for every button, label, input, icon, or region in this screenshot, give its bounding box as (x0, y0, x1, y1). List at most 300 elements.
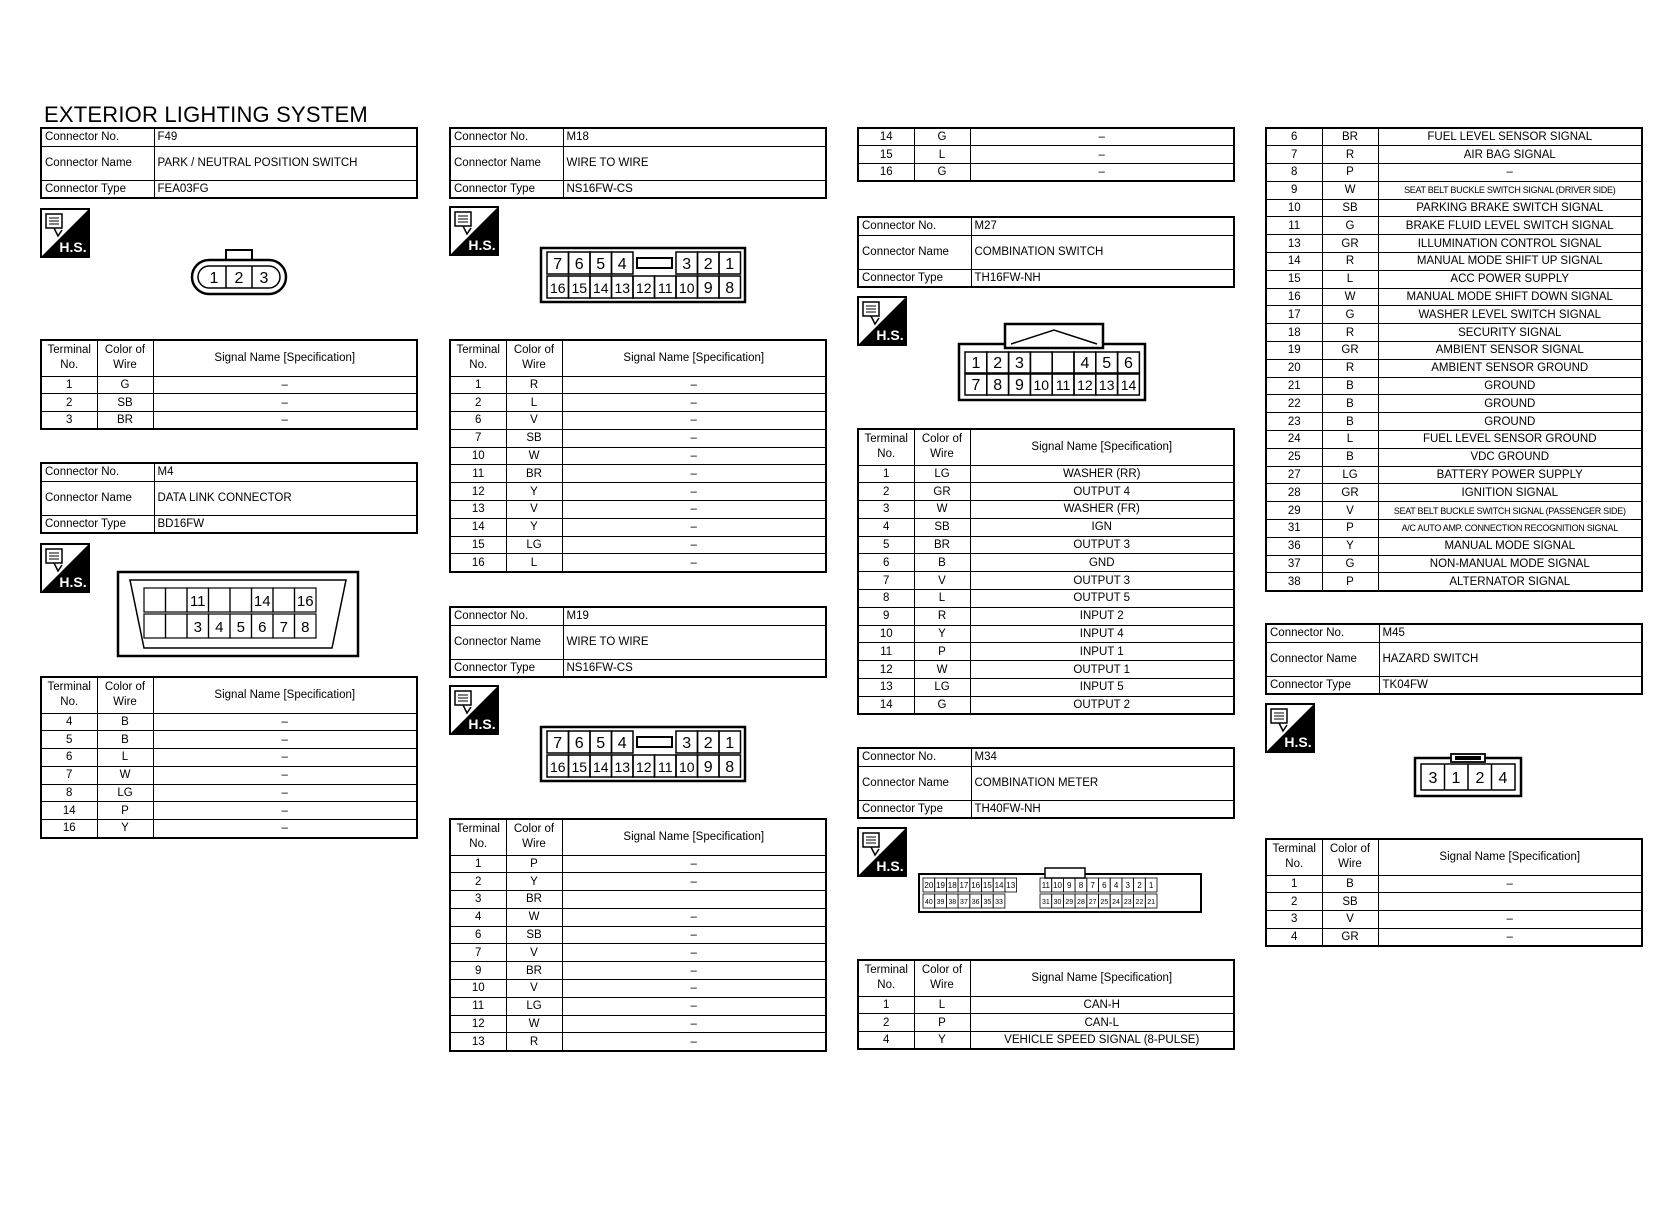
col-color: Color of Wire (97, 677, 153, 713)
pin-label: 3 (682, 256, 692, 273)
table-row (1266, 395, 1642, 413)
table-row (450, 980, 826, 998)
color-cell: W (1322, 288, 1378, 306)
page-title: EXTERIOR LIGHTING SYSTEM (44, 102, 368, 127)
terminal-cell: 2 (858, 1014, 914, 1032)
connector-m34-header (857, 747, 1235, 819)
terminal-cell: 1 (450, 376, 506, 394)
hs-label: H.S. (876, 327, 904, 343)
table-row (1266, 199, 1642, 217)
signal-cell: INPUT 4 (970, 625, 1234, 643)
col-terminal: Terminal No. (41, 677, 97, 713)
table-row (1266, 181, 1642, 199)
terminal-cell: 14 (41, 802, 97, 820)
pin-label: 7 (1090, 881, 1095, 890)
signal-cell: – (153, 784, 417, 802)
signal-cell: – (562, 873, 826, 891)
col-terminal: Terminal No. (858, 429, 914, 465)
pin-label: 11 (657, 759, 673, 775)
table-row (1266, 288, 1642, 306)
connector-m34-cont-top-table (857, 127, 1235, 182)
signal-cell: – (562, 501, 826, 519)
terminal-cell: 13 (450, 501, 506, 519)
terminal-cell: 28 (1266, 484, 1322, 502)
color-cell: P (914, 1014, 970, 1032)
table-row (450, 447, 826, 465)
table-row (858, 607, 1234, 625)
terminal-cell: 2 (450, 394, 506, 412)
connector-m27-signal-table (857, 428, 1235, 715)
pin-label: 20 (924, 881, 934, 890)
color-cell: P (97, 802, 153, 820)
signal-cell: SEAT BELT BUCKLE SWITCH SIGNAL (PASSENGER SIDE) (1378, 502, 1642, 520)
connector-name-value: DATA LINK CONNECTOR (154, 481, 417, 515)
color-cell: R (506, 376, 562, 394)
col-terminal: Terminal No. (1266, 839, 1322, 875)
table-row (1266, 146, 1642, 164)
signal-cell: – (562, 536, 826, 554)
pin-label: 9 (703, 759, 713, 776)
col-signal: Signal Name [Specification] (562, 819, 826, 855)
color-cell: B (1322, 395, 1378, 413)
connector-no-value: F49 (154, 128, 417, 146)
connector-name-value: WIRE TO WIRE (563, 625, 826, 659)
pin-label: 24 (1112, 899, 1120, 906)
table-row (858, 465, 1234, 483)
terminal-cell: 7 (1266, 146, 1322, 164)
hs-connector-icon (449, 206, 499, 256)
pin-label: 3 (1428, 770, 1438, 787)
signal-cell: GND (970, 554, 1234, 572)
color-cell: W (506, 1015, 562, 1033)
terminal-cell: 16 (450, 554, 506, 572)
signal-cell (562, 891, 826, 909)
table-row (1266, 911, 1642, 929)
color-cell: B (1322, 875, 1378, 893)
signal-cell: MANUAL MODE SIGNAL (1378, 537, 1642, 555)
pin-label: 2 (1475, 770, 1485, 787)
pin-label: 16 (971, 881, 981, 890)
table-row (450, 997, 826, 1015)
connector-type-value: FEA03FG (154, 180, 417, 198)
terminal-cell: 10 (858, 625, 914, 643)
signal-cell: SEAT BELT BUCKLE SWITCH SIGNAL (DRIVER SIDE) (1378, 181, 1642, 199)
terminal-cell: 12 (450, 483, 506, 501)
color-cell: SB (506, 429, 562, 447)
pin-label: 2 (1137, 881, 1142, 890)
connector-m4-header (40, 462, 418, 534)
connector-m34-signal-table (857, 959, 1235, 1050)
table-row (1266, 573, 1642, 591)
table-row (858, 483, 1234, 501)
terminal-cell: 11 (450, 997, 506, 1015)
pin-label: 13 (1006, 881, 1016, 890)
signal-cell: – (153, 766, 417, 784)
connector-m45-diagram (1413, 752, 1523, 803)
table-row (450, 412, 826, 430)
pin-label: 16 (549, 759, 566, 775)
terminal-cell: 17 (1266, 306, 1322, 324)
color-cell: LG (506, 997, 562, 1015)
table-row (1266, 270, 1642, 288)
terminal-cell: 6 (450, 926, 506, 944)
pin-label: 4 (1113, 881, 1119, 890)
pin-label: 28 (1077, 899, 1085, 906)
table-row (1266, 502, 1642, 520)
label-connector-name: Connector Name (450, 146, 563, 180)
signal-cell: – (562, 962, 826, 980)
pin-label: 36 (971, 899, 980, 906)
pin-label: 15 (571, 759, 588, 775)
terminal-cell: 14 (858, 128, 914, 146)
pin-label: 22 (1135, 899, 1144, 906)
pin-label: 15 (982, 881, 992, 890)
color-cell: W (914, 661, 970, 679)
color-cell: G (914, 128, 970, 146)
signal-cell: – (562, 429, 826, 447)
table-row (1266, 875, 1642, 893)
col-terminal: Terminal No. (450, 340, 506, 376)
terminal-cell: 11 (858, 643, 914, 661)
color-cell: Y (1322, 537, 1378, 555)
color-cell: P (1322, 520, 1378, 538)
label-connector-name: Connector Name (858, 235, 971, 269)
terminal-cell: 10 (450, 447, 506, 465)
connector-m18-diagram (539, 246, 747, 309)
pin-label: 15 (571, 280, 588, 296)
pin-label: 7 (553, 256, 563, 273)
pin-label: 3 (682, 735, 692, 752)
pin-label: 19 (936, 881, 946, 890)
terminal-cell: 12 (858, 661, 914, 679)
color-cell: B (914, 554, 970, 572)
signal-cell: OUTPUT 4 (970, 483, 1234, 501)
pin-label: 16 (549, 280, 566, 296)
color-cell: GR (1322, 484, 1378, 502)
color-cell: L (914, 146, 970, 164)
col-terminal: Terminal No. (41, 340, 97, 376)
color-cell: LG (914, 679, 970, 697)
connector-no-value: M18 (563, 128, 826, 146)
terminal-cell: 14 (450, 518, 506, 536)
pin-label: 3 (259, 270, 269, 287)
color-cell: B (97, 731, 153, 749)
signal-cell: – (562, 447, 826, 465)
terminal-cell: 2 (858, 483, 914, 501)
color-cell: R (1322, 359, 1378, 377)
signal-cell: – (562, 926, 826, 944)
color-cell: V (506, 412, 562, 430)
terminal-cell: 4 (1266, 928, 1322, 946)
terminal-cell: 13 (858, 679, 914, 697)
color-cell: G (1322, 217, 1378, 235)
connector-f49-diagram (190, 248, 288, 303)
signal-cell: – (562, 412, 826, 430)
connector-no-value: M34 (971, 748, 1234, 766)
pin-label: 12 (1077, 377, 1093, 393)
pin-label: 31 (1041, 899, 1050, 906)
signal-cell: BATTERY POWER SUPPLY (1378, 466, 1642, 484)
terminal-cell: 9 (450, 962, 506, 980)
table-row (1266, 217, 1642, 235)
pin-label: 7 (971, 377, 981, 394)
terminal-cell: 19 (1266, 342, 1322, 360)
table-row (1266, 413, 1642, 431)
signal-cell: – (153, 820, 417, 838)
terminal-cell: 38 (1266, 573, 1322, 591)
label-connector-name: Connector Name (41, 146, 154, 180)
color-cell: GR (1322, 342, 1378, 360)
terminal-cell: 7 (41, 766, 97, 784)
connector-m34-diagram (917, 866, 1203, 919)
color-cell: SB (97, 394, 153, 412)
connector-m19-diagram (539, 725, 747, 788)
color-cell: G (1322, 555, 1378, 573)
table-row (1266, 359, 1642, 377)
signal-cell: AIR BAG SIGNAL (1378, 146, 1642, 164)
label-connector-type: Connector Type (858, 269, 971, 287)
signal-cell: VDC GROUND (1378, 448, 1642, 466)
table-row (858, 164, 1234, 182)
pin-label: 7 (279, 619, 288, 636)
pin-label: 1 (1451, 770, 1461, 787)
pin-label: 2 (703, 735, 713, 752)
terminal-cell: 8 (41, 784, 97, 802)
terminal-cell: 16 (858, 164, 914, 182)
color-cell: G (1322, 306, 1378, 324)
terminal-cell: 1 (41, 376, 97, 394)
color-cell: L (914, 590, 970, 608)
hs-label: H.S. (59, 239, 87, 255)
connector-m45-header (1265, 623, 1643, 695)
pin-label: 9 (1015, 377, 1024, 394)
terminal-cell: 13 (450, 1033, 506, 1051)
table-row (450, 926, 826, 944)
label-connector-type: Connector Type (450, 180, 563, 198)
table-row (858, 518, 1234, 536)
table-row (450, 873, 826, 891)
terminal-cell: 3 (1266, 911, 1322, 929)
terminal-cell: 27 (1266, 466, 1322, 484)
terminal-cell: 5 (858, 536, 914, 554)
signal-cell: WASHER LEVEL SWITCH SIGNAL (1378, 306, 1642, 324)
table-row (858, 661, 1234, 679)
color-cell: W (97, 766, 153, 784)
terminal-cell: 31 (1266, 520, 1322, 538)
color-cell: L (1322, 270, 1378, 288)
hs-label: H.S. (468, 237, 496, 253)
pin-label: 13 (1098, 377, 1115, 393)
color-cell: R (506, 1033, 562, 1051)
signal-cell: FUEL LEVEL SENSOR SIGNAL (1378, 128, 1642, 146)
color-cell: SB (1322, 893, 1378, 911)
pin-label: 40 (924, 899, 933, 906)
connector-f49-header (40, 127, 418, 199)
pin-label: 1 (209, 270, 219, 287)
pin-label: 6 (574, 735, 584, 752)
pin-label: 4 (1080, 355, 1090, 372)
label-connector-name: Connector Name (450, 625, 563, 659)
table-row (858, 643, 1234, 661)
color-cell: L (97, 749, 153, 767)
table-row (450, 944, 826, 962)
terminal-cell: 18 (1266, 324, 1322, 342)
color-cell: P (1322, 573, 1378, 591)
color-cell: Y (914, 625, 970, 643)
label-connector-no: Connector No. (450, 128, 563, 146)
terminal-cell: 3 (41, 412, 97, 430)
table-row (1266, 520, 1642, 538)
terminal-cell: 16 (41, 820, 97, 838)
terminal-cell: 1 (858, 465, 914, 483)
hs-label: H.S. (1284, 734, 1312, 750)
pin-label: 30 (1053, 899, 1062, 906)
terminal-cell: 20 (1266, 359, 1322, 377)
signal-cell: OUTPUT 1 (970, 661, 1234, 679)
color-cell: SB (506, 926, 562, 944)
signal-cell: – (562, 855, 826, 873)
color-cell: GR (1322, 235, 1378, 253)
signal-cell: – (153, 394, 417, 412)
connector-m27-diagram (957, 322, 1147, 407)
pin-label: 4 (1498, 770, 1508, 787)
color-cell: W (1322, 181, 1378, 199)
pin-label: 35 (983, 899, 992, 906)
table-row (858, 1014, 1234, 1032)
signal-cell: – (153, 376, 417, 394)
table-row (41, 820, 417, 838)
connector-type-value: TH40FW-NH (971, 800, 1234, 818)
table-row (1266, 128, 1642, 146)
table-row (1266, 555, 1642, 573)
pin-label: 14 (253, 593, 271, 610)
col-terminal: Terminal No. (450, 819, 506, 855)
signal-cell: – (1378, 911, 1642, 929)
terminal-cell: 1 (1266, 875, 1322, 893)
signal-cell: – (562, 483, 826, 501)
color-cell: Y (97, 820, 153, 838)
terminal-cell: 4 (858, 518, 914, 536)
pin-label: 2 (703, 256, 713, 273)
terminal-cell: 29 (1266, 502, 1322, 520)
label-connector-type: Connector Type (41, 180, 154, 198)
signal-cell: INPUT 1 (970, 643, 1234, 661)
label-connector-name: Connector Name (41, 481, 154, 515)
color-cell: W (506, 447, 562, 465)
pin-label: 1 (725, 735, 735, 752)
color-cell: V (506, 944, 562, 962)
signal-cell: – (562, 908, 826, 926)
signal-cell: – (562, 980, 826, 998)
terminal-cell: 7 (450, 944, 506, 962)
terminal-cell: 13 (1266, 235, 1322, 253)
table-row (1266, 484, 1642, 502)
terminal-cell: 9 (858, 607, 914, 625)
signal-cell: VEHICLE SPEED SIGNAL (8-PULSE) (970, 1032, 1234, 1050)
terminal-cell: 3 (450, 891, 506, 909)
pin-label: 11 (657, 280, 673, 296)
pin-label: 18 (947, 881, 957, 890)
label-connector-no: Connector No. (1266, 624, 1379, 642)
connector-name-value: HAZARD SWITCH (1379, 642, 1642, 676)
hs-connector-icon (857, 296, 907, 346)
pin-label: 2 (234, 270, 244, 287)
table-row (450, 501, 826, 519)
color-cell: B (97, 713, 153, 731)
pin-label: 6 (258, 619, 267, 636)
connector-m19-header (449, 606, 827, 678)
color-cell: V (1322, 502, 1378, 520)
label-connector-no: Connector No. (450, 607, 563, 625)
pin-label: 4 (617, 256, 627, 273)
hs-connector-icon (1265, 703, 1315, 753)
signal-cell: – (970, 164, 1234, 182)
pin-label: 6 (574, 256, 584, 273)
pin-label: 4 (215, 619, 224, 636)
signal-cell: – (970, 128, 1234, 146)
col-color: Color of Wire (1322, 839, 1378, 875)
pin-label: 12 (635, 280, 652, 296)
color-cell: GR (1322, 928, 1378, 946)
col-color: Color of Wire (97, 340, 153, 376)
connector-m4-signal-table (40, 676, 418, 839)
signal-cell: – (562, 1033, 826, 1051)
pin-label: 3 (193, 619, 202, 636)
terminal-cell: 12 (450, 1015, 506, 1033)
table-row (858, 501, 1234, 519)
signal-cell: CAN-L (970, 1014, 1234, 1032)
color-cell: B (1322, 377, 1378, 395)
terminal-cell: 6 (450, 412, 506, 430)
table-row (858, 554, 1234, 572)
col-signal: Signal Name [Specification] (970, 960, 1234, 996)
pin-label: 11 (1055, 377, 1071, 393)
table-row (1266, 324, 1642, 342)
table-row (450, 518, 826, 536)
pin-label: 25 (1100, 899, 1109, 906)
color-cell: Y (506, 873, 562, 891)
table-row (41, 749, 417, 767)
table-row (450, 891, 826, 909)
color-cell: B (1322, 448, 1378, 466)
connector-type-value: NS16FW-CS (563, 180, 826, 198)
pin-label: 10 (1053, 881, 1063, 890)
pin-label: 1 (1148, 881, 1154, 890)
signal-cell: – (153, 412, 417, 430)
signal-cell: BRAKE FLUID LEVEL SWITCH SIGNAL (1378, 217, 1642, 235)
terminal-cell: 7 (858, 572, 914, 590)
color-cell: R (1322, 253, 1378, 271)
terminal-cell: 21 (1266, 377, 1322, 395)
signal-cell: IGNITION SIGNAL (1378, 484, 1642, 502)
label-connector-no: Connector No. (858, 748, 971, 766)
signal-cell: – (153, 713, 417, 731)
table-row (450, 536, 826, 554)
col-signal: Signal Name [Specification] (153, 340, 417, 376)
pin-label: 5 (596, 256, 606, 273)
table-row (41, 394, 417, 412)
signal-cell: – (970, 146, 1234, 164)
table-row (450, 1015, 826, 1033)
label-connector-no: Connector No. (41, 463, 154, 481)
signal-cell: FUEL LEVEL SENSOR GROUND (1378, 431, 1642, 449)
terminal-cell: 37 (1266, 555, 1322, 573)
signal-cell: A/C AUTO AMP. CONNECTION RECOGNITION SIGNAL (1378, 520, 1642, 538)
signal-cell: PARKING BRAKE SWITCH SIGNAL (1378, 199, 1642, 217)
color-cell: LG (914, 465, 970, 483)
table-row (41, 412, 417, 430)
terminal-cell: 6 (41, 749, 97, 767)
